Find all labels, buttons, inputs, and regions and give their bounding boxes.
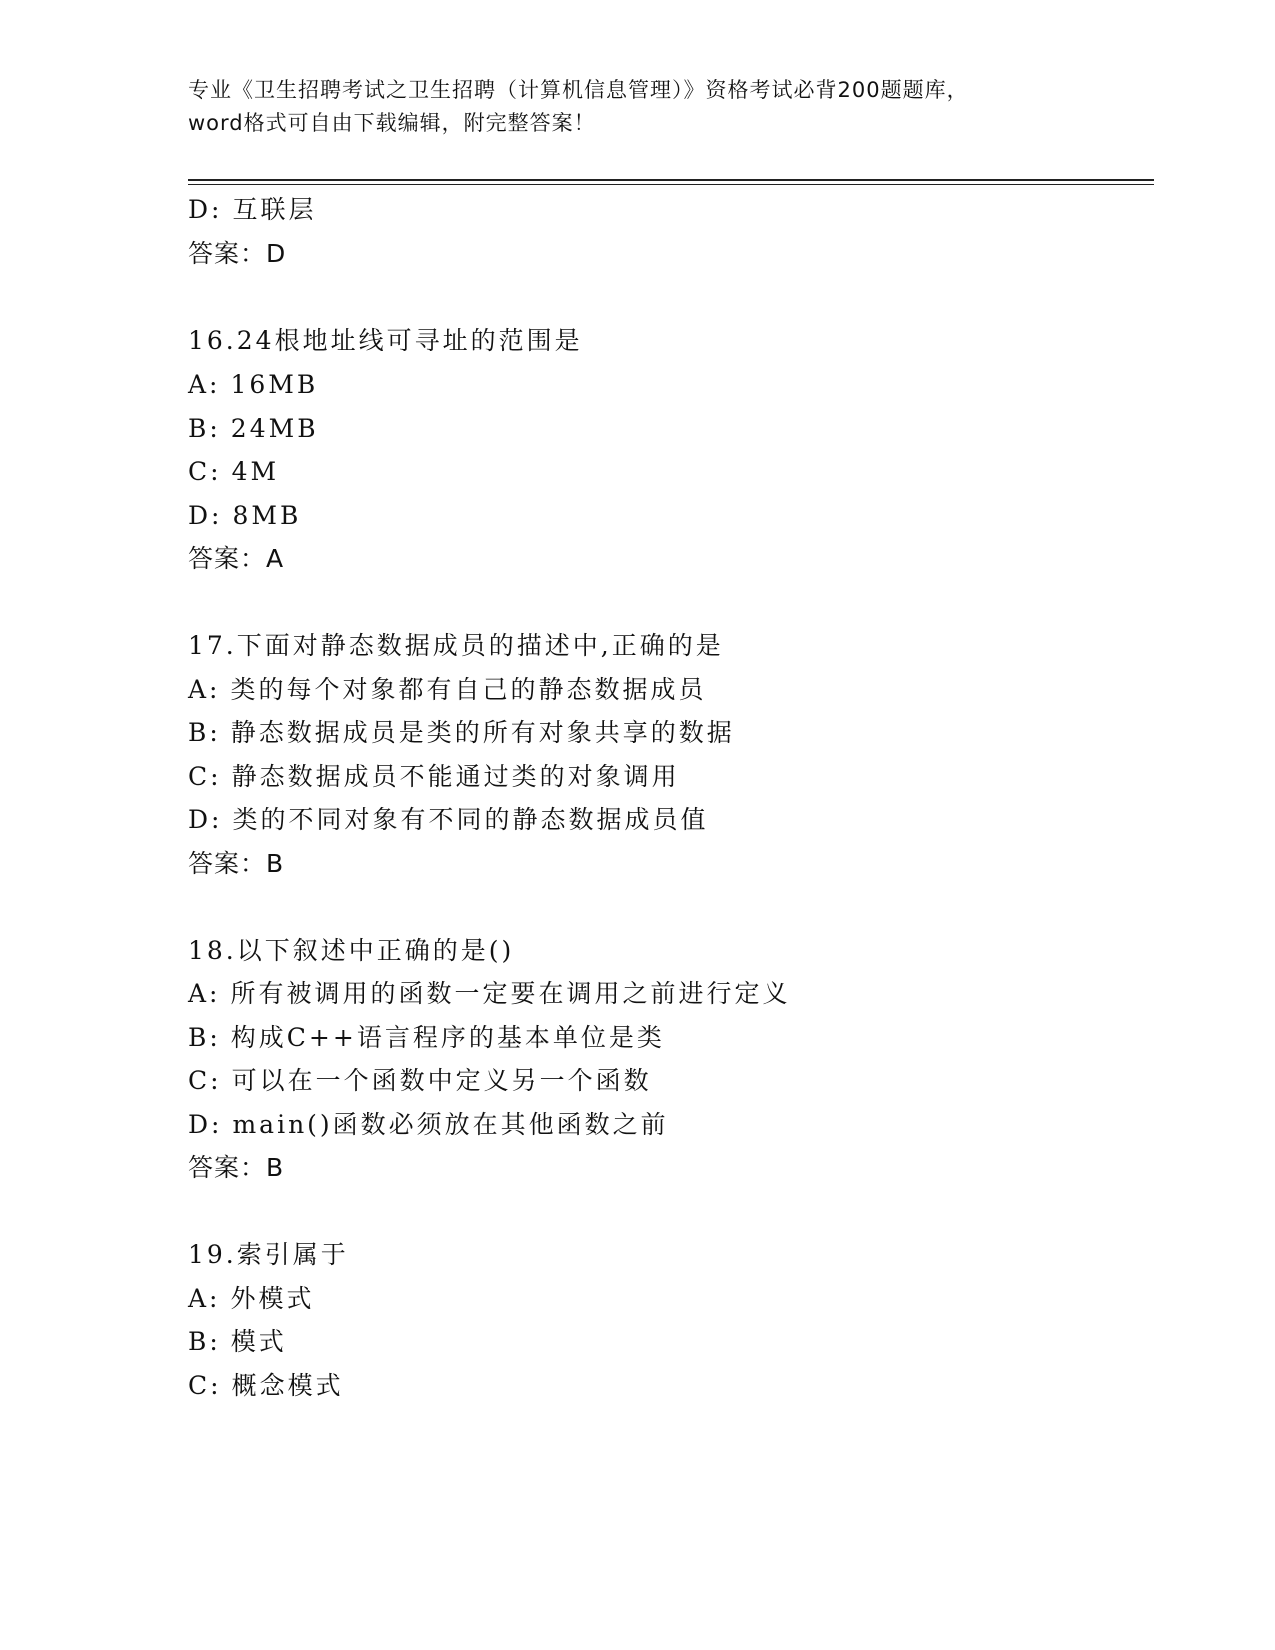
option-letter: B: bbox=[188, 1023, 221, 1052]
question-17-option-b bbox=[188, 717, 735, 749]
option-text: 构成C++语言程序的基本单位是类 bbox=[230, 1023, 665, 1052]
question-19-option-c bbox=[188, 1370, 344, 1402]
option-letter: B: bbox=[188, 414, 221, 443]
header-divider-thick bbox=[188, 179, 1154, 181]
question-19-option-a bbox=[188, 1283, 315, 1315]
option-text: 概念模式 bbox=[231, 1371, 344, 1400]
header-title-line-1: 专业《卫生招聘考试之卫生招聘（计算机信息管理）》资格考试必背200题题库， bbox=[188, 78, 969, 102]
header-divider-thin bbox=[188, 184, 1154, 185]
option-text: 模式 bbox=[230, 1327, 287, 1356]
option-letter: D: bbox=[188, 195, 223, 224]
question-16-option-d bbox=[188, 500, 301, 532]
question-17-answer: 答案：B bbox=[188, 849, 285, 878]
question-16-option-c bbox=[188, 456, 279, 488]
question-19-stem: 19.索引属于 bbox=[188, 1240, 349, 1269]
question-17-option-c bbox=[188, 761, 680, 793]
option-text: 类的不同对象有不同的静态数据成员值 bbox=[232, 805, 709, 834]
option-text: 可以在一个函数中定义另一个函数 bbox=[231, 1066, 652, 1095]
fragment-option-d bbox=[188, 194, 316, 226]
question-19-option-b bbox=[188, 1326, 287, 1358]
question-18-option-c bbox=[188, 1065, 652, 1097]
option-letter: A: bbox=[188, 979, 221, 1008]
question-18-option-d bbox=[188, 1109, 669, 1141]
option-text: 24MB bbox=[230, 414, 319, 443]
fragment-answer: 答案：D bbox=[188, 239, 287, 268]
question-16-answer: 答案：A bbox=[188, 544, 285, 573]
option-text: 4M bbox=[231, 457, 280, 486]
option-text: 静态数据成员不能通过类的对象调用 bbox=[231, 762, 680, 791]
document-header bbox=[188, 74, 1088, 140]
question-17-stem: 17.下面对静态数据成员的描述中,正确的是 bbox=[188, 631, 724, 660]
question-17-option-a bbox=[188, 674, 707, 706]
question-16-option-a bbox=[188, 369, 318, 401]
option-letter: A: bbox=[188, 675, 221, 704]
option-text: 8MB bbox=[232, 501, 302, 530]
option-text: main()函数必须放在其他函数之前 bbox=[232, 1110, 669, 1139]
option-text: 外模式 bbox=[230, 1284, 315, 1313]
option-text: 互联层 bbox=[232, 195, 317, 224]
option-text: 静态数据成员是类的所有对象共享的数据 bbox=[230, 718, 735, 747]
header-title-line-2: word格式可自由下载编辑，附完整答案！ bbox=[188, 111, 596, 135]
option-letter: C: bbox=[188, 762, 222, 791]
option-letter: C: bbox=[188, 1371, 222, 1400]
option-letter: C: bbox=[188, 457, 222, 486]
option-letter: C: bbox=[188, 1066, 222, 1095]
option-text: 所有被调用的函数一定要在调用之前进行定义 bbox=[230, 979, 791, 1008]
option-letter: A: bbox=[188, 370, 221, 399]
question-16-stem: 16.24根地址线可寻址的范围是 bbox=[188, 326, 583, 355]
option-letter: B: bbox=[188, 718, 221, 747]
question-18-option-a bbox=[188, 978, 791, 1010]
question-17-option-d bbox=[188, 804, 708, 836]
option-letter: B: bbox=[188, 1327, 221, 1356]
option-text: 类的每个对象都有自己的静态数据成员 bbox=[230, 675, 707, 704]
option-letter: D: bbox=[188, 805, 223, 834]
question-18-stem: 18.以下叙述中正确的是() bbox=[188, 936, 515, 965]
option-letter: D: bbox=[188, 501, 223, 530]
option-letter: A: bbox=[188, 1284, 221, 1313]
question-16-option-b bbox=[188, 413, 319, 445]
question-18-option-b bbox=[188, 1022, 665, 1054]
option-letter: D: bbox=[188, 1110, 223, 1139]
option-text: 16MB bbox=[230, 370, 319, 399]
question-18-answer: 答案：B bbox=[188, 1153, 285, 1182]
